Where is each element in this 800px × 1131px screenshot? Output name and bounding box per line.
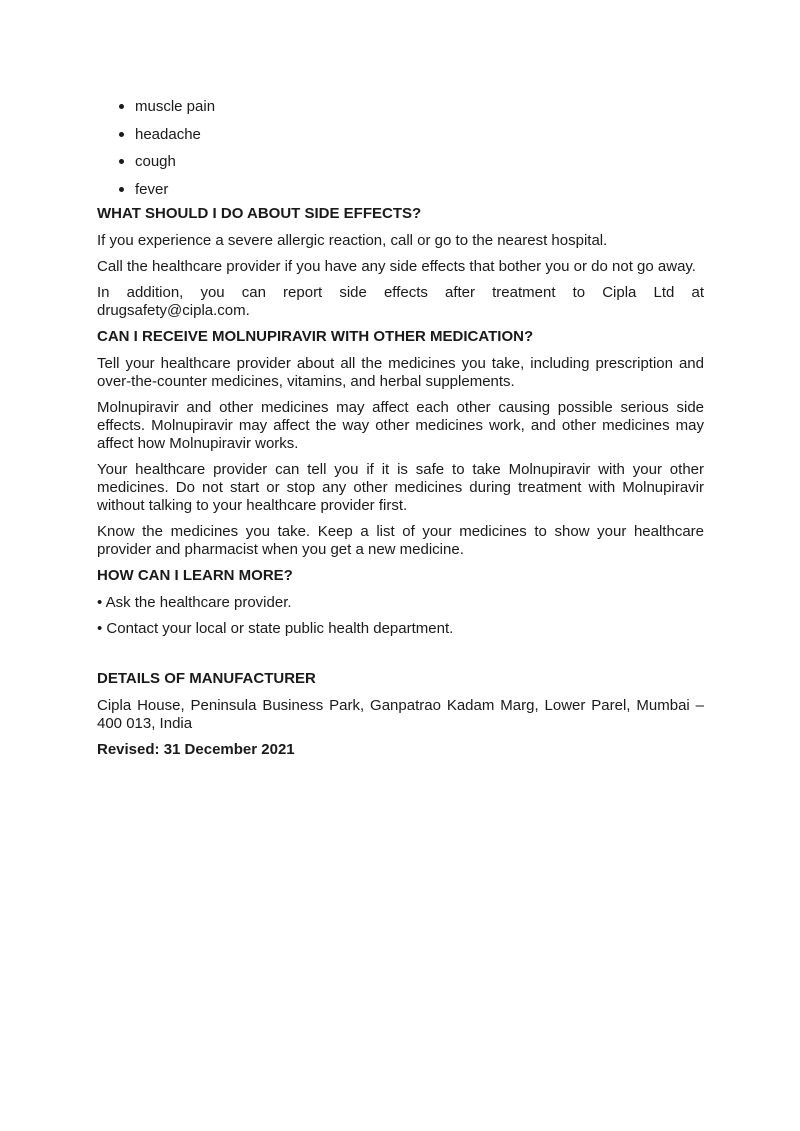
- bullet-icon: [119, 104, 124, 109]
- learn-more-section: [97, 567, 704, 638]
- manufacturer-address: Cipla House, Peninsula Business Park, Ganpatrao Kadam Marg, Lower Parel, Mumbai – 400 013, India: [97, 697, 704, 733]
- paragraph: Know the medicines you take. Keep a list of your medicines to show your healthcare provider and pharmacist when you get a new medicine.: [97, 523, 704, 559]
- list-item: [97, 179, 704, 207]
- revision-date: Revised: 31 December 2021: [97, 741, 295, 759]
- section-heading: DETAILS OF MANUFACTURER: [97, 670, 316, 688]
- spacer: [97, 646, 704, 670]
- document-page: [97, 96, 704, 759]
- list-item: • Contact your local or state public health department.: [97, 620, 454, 638]
- section-heading: HOW CAN I LEARN MORE?: [97, 567, 293, 585]
- bullet-icon: [119, 159, 124, 164]
- list-item: • Ask the healthcare provider.: [97, 594, 292, 612]
- side-effects-section: [97, 205, 704, 320]
- section-heading: WHAT SHOULD I DO ABOUT SIDE EFFECTS?: [97, 205, 422, 223]
- paragraph: Your healthcare provider can tell you if it is safe to take Molnupiravir with your other medicines. Do not start or stop any other medicines during treatment with Molnupiravir without talking to your healthcare provider first.: [97, 461, 704, 515]
- manufacturer-section: [97, 670, 704, 733]
- list-item: [97, 124, 704, 152]
- side-effects-list: [97, 96, 704, 206]
- list-item-text: cough: [135, 153, 176, 171]
- list-item-text: headache: [135, 125, 201, 143]
- list-item-text: muscle pain: [135, 98, 216, 115]
- list-item-text: fever: [135, 180, 169, 198]
- bullet-icon: [119, 187, 124, 192]
- section-heading: CAN I RECEIVE MOLNUPIRAVIR WITH OTHER MEDICATION?: [97, 328, 534, 346]
- other-medication-section: [97, 328, 704, 559]
- list-item: [97, 96, 704, 124]
- paragraph: Call the healthcare provider if you have any side effects that bother you or do not go away.: [97, 258, 696, 276]
- paragraph: If you experience a severe allergic reaction, call or go to the nearest hospital.: [97, 232, 608, 250]
- list-item: [97, 151, 704, 179]
- paragraph: Molnupiravir and other medicines may affect each other causing possible serious side effects. Molnupiravir may affect the way other medicines work, and other medicines may affect how Molnupiravir works.: [97, 399, 704, 453]
- bullet-icon: [119, 132, 124, 137]
- paragraph: In addition, you can report side effects after treatment to Cipla Ltd at drugsafety@cipla.com.: [97, 284, 704, 320]
- paragraph: Tell your healthcare provider about all the medicines you take, including prescription and over-the-counter medicines, vitamins, and herbal supplements.: [97, 355, 704, 391]
